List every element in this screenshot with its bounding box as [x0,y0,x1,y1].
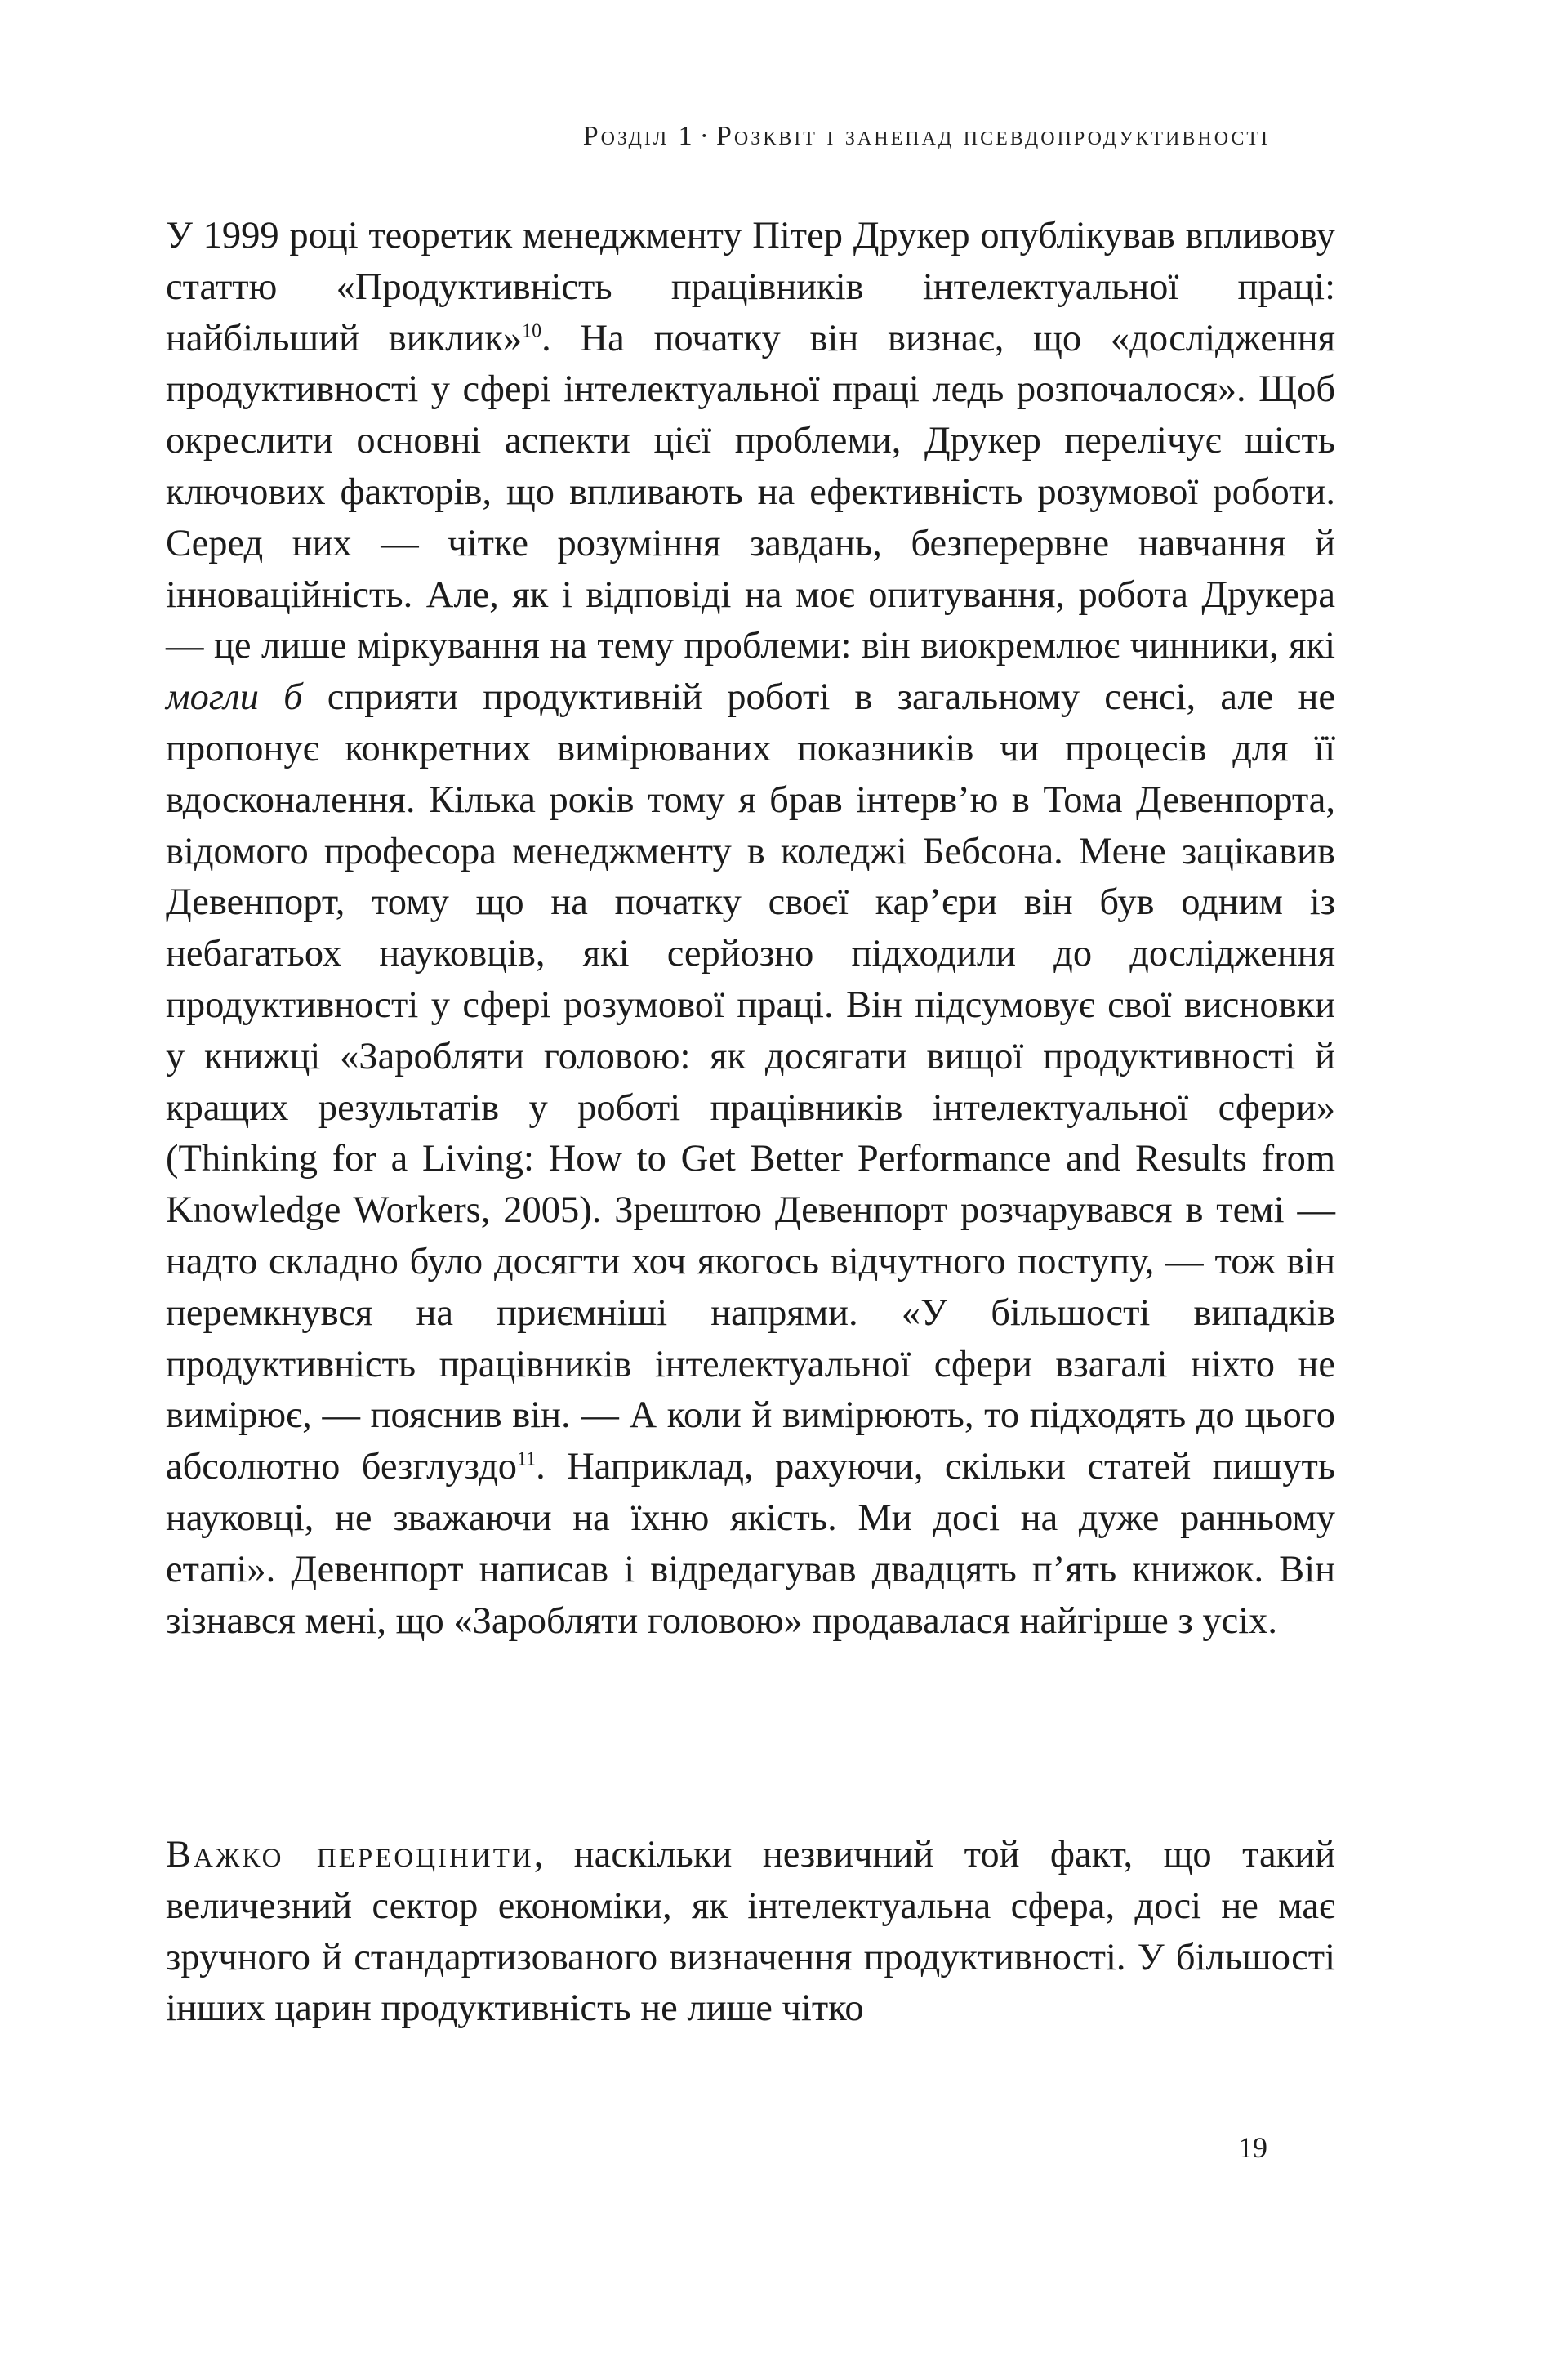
header-separator: · [699,121,711,151]
chapter-label: Розділ 1 [582,121,695,151]
paragraph-1 [166,211,1335,1647]
italic-phrase: могли б [166,676,303,719]
paragraph-2 [166,1830,1335,2035]
paragraph-2-lead-in: Важко переоцінити [166,1834,534,1876]
page-number: 19 [1238,2131,1267,2164]
paragraph-1-text-d: . Наприклад, рахуючи, скільки статей пишуть науковці, не зважаючи на їхню якість. Ми досі на дуже ранньому етапі». Девенпорт написав і відредагував двадцять п’ять книжок. Він зізнався мені, що «Заробляти головою» продавалася найгірше з усіх. [166,1446,1335,1642]
running-header [583,121,1270,152]
chapter-title: Розквіт і занепад псевдопродуктивності [716,121,1270,151]
footnote-ref-11[interactable]: 11 [517,1448,537,1470]
footnote-ref-10[interactable]: 10 [522,320,542,342]
paragraph-1-text-c: сприяти продуктивній роботі в загальному сенсі, але не пропонує конкретних вимірюваних показників чи процесів для її вдосконалення. Кілька років тому я брав інтерв’ю в Тома Девенпорта, відомого професора менеджменту в коледжі Бебсона. Мене зацікавив Девенпорт, тому що на початку своєї кар’єри він був одним із небагатьох науковців, які серйозно підходили до дослідження продуктивності у сфері розумової праці. Він підсумовує свої висновки у книжці «Заробляти головою: як досягати вищої продуктивності й кращих результатів у роботі працівників інтелектуальної сфери» (Thinking for a Living: How to Get Better Performance and Results from Knowledge Workers, 2005). Зрештою Девенпорт розчарувався в темі — надто складно було досягти хоч якогось відчутного поступу, — тож він перемкнувся на приємніші напрями. «У більшості випадків продуктивність працівників інтелектуальної сфери взагалі ніхто не вимірює, — пояснив він. — А коли й вимірюють, то підходять до цього абсолютно безглуздо [166,676,1335,1488]
paragraph-1-text-a: У 1999 році теоретик менеджменту Пітер Друкер опублікував впливову статтю «Продуктивність працівників інтелектуальної праці: найбільший виклик» [166,215,1335,359]
paragraph-1-text-b: . На початку він визнає, що «дослідження продуктивності у сфері інтелектуальної праці ледь розпочалося». Щоб окреслити основні аспекти цієї проблеми, Друкер перелічує шість ключових факторів, що впливають на ефективність розумової роботи. Серед них — чітке розуміння завдань, безперервне навчання й інноваційність. Але, як і відповіді на моє опитування, робота Друкера — це лише міркування на тему проблеми: він виокремлює чинники, які [166,317,1335,667]
paragraph-2-text: , наскільки незвичний той факт, що такий величезний сектор економіки, як інтелектуальна сфера, досі не має зручного й стандартизованого визначення продуктивності. У більшості інших царин продуктивність не лише чітко [166,1834,1335,2030]
